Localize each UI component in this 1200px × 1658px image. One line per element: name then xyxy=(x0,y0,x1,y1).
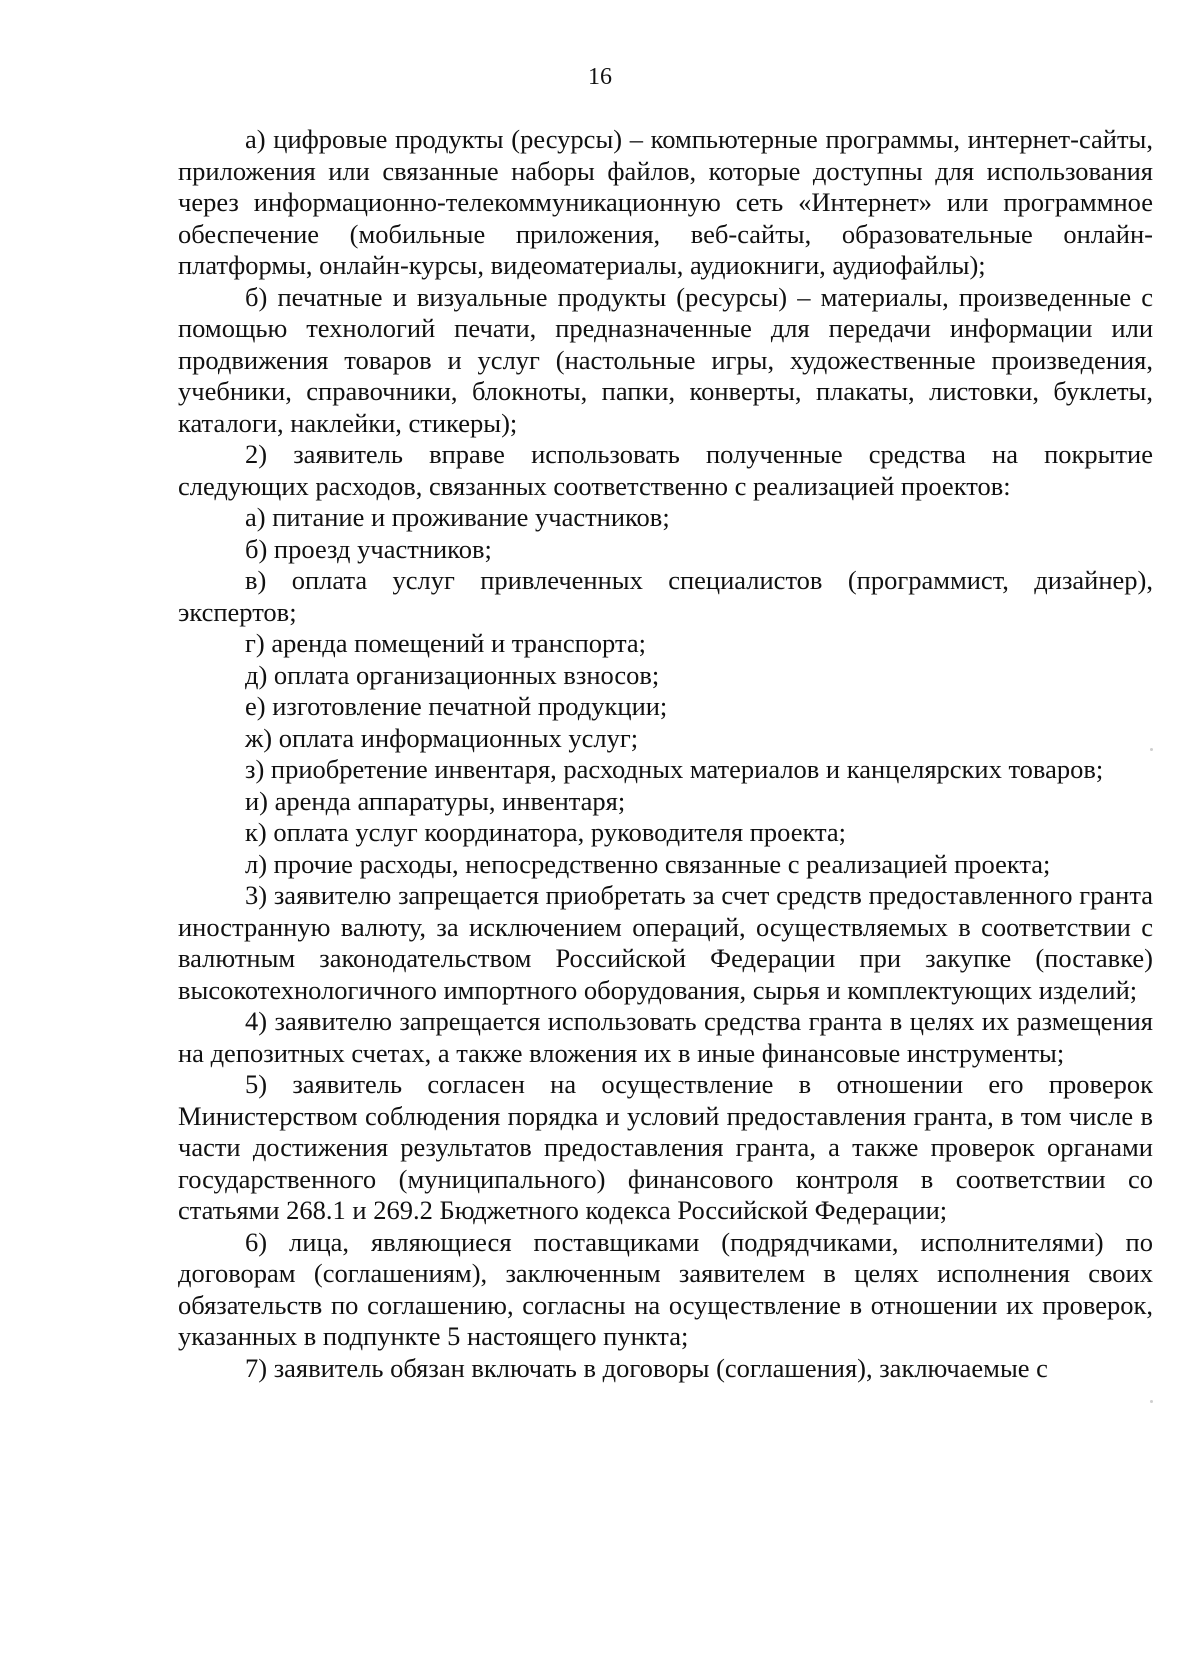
paragraph-suppliers-consent: 6) лица, являющиеся поставщиками (подрядчиками, исполнителями) по договорам (соглашениям), заключенным заявителем в целях исполнения своих обязательств по соглашению, согласны на осуществление в отношении их проверок, указанных в подпункте 5 настоящего пункта; xyxy=(178,1226,1153,1351)
list-item-food-accommodation: а) питание и проживание участников; xyxy=(245,502,670,532)
paragraph-currency-prohibition: 3) заявителю запрещается приобретать за счет средств предоставленного гранта иностранную валюту, за исключением операций, осуществляемых в соответствии с валютным законодательством Российской Федерации при закупке (поставке) высокотехнологичного импортного оборудования, сырья и комплектующих изделий; xyxy=(178,880,1153,1005)
list-item-premises-rent: г) аренда помещений и транспорта; xyxy=(245,628,646,658)
list-item-coordinator: к) оплата услуг координатора, руководителя проекта; xyxy=(245,817,847,847)
paragraph-allowed-expenses: 2) заявитель вправе использовать полученные средства на покрытие следующих расходов, связанных соответственно с реализацией проектов: xyxy=(178,439,1153,501)
list-item-org-fees: д) оплата организационных взносов; xyxy=(245,659,660,690)
list-item-travel: б) проезд участников; xyxy=(245,533,492,564)
list-item-printing: е) изготовление печатной продукции; xyxy=(245,691,668,721)
list-item-inventory-purchase: з) приобретение инвентаря, расходных материалов и канцелярских товаров; xyxy=(245,754,1104,784)
paragraph-deposit-prohibition: 4) заявителю запрещается использовать средства гранта в целях их размещения на депозитных счетах, а также вложения их в иные финансовые инструменты; xyxy=(178,1006,1153,1068)
paragraph-digital-products: а) цифровые продукты (ресурсы) – компьютерные программы, интернет-сайты, приложения или связанные наборы файлов, которые доступны для использования через информационно-телекоммуникационную сеть «Интернет» или программное обеспечение (мобильные приложения, веб-сайты, образовательные онлайн-платформы, онлайн-курсы, видеоматериалы, аудиокниги, аудиофайлы); xyxy=(178,124,1153,280)
document-body xyxy=(178,124,1153,1384)
page-number: 16 xyxy=(588,64,612,90)
paragraph-contracts-obligation: 7) заявитель обязан включать в договоры (соглашения), заключаемые с xyxy=(245,1352,1048,1383)
list-item-info-services: ж) оплата информационных услуг; xyxy=(245,722,639,753)
paragraph-printed-products: б) печатные и визуальные продукты (ресурсы) – материалы, произведенные с помощью технологий печати, предназначенные для передачи информации или продвижения товаров и услуг (настольные игры, художественные произведения, учебники, справочники, блокноты, папки, конверты, плакаты, листовки, буклеты, каталоги, наклейки, стикеры); xyxy=(178,281,1153,438)
scan-artifact xyxy=(1150,1400,1153,1403)
scan-artifact xyxy=(1150,748,1153,751)
list-item-other-expenses: л) прочие расходы, непосредственно связанные с реализацией проекта; xyxy=(245,848,1051,879)
list-item-equipment-rent: и) аренда аппаратуры, инвентаря; xyxy=(245,785,626,816)
list-item-specialists: в) оплата услуг привлеченных специалистов (программист, дизайнер), экспертов; xyxy=(178,565,1153,627)
paragraph-inspection-consent: 5) заявитель согласен на осуществление в отношении его проверок Министерством соблюдения порядка и условий предоставления гранта, в том числе в части достижения результатов предоставления гранта, а также проверок органами государственного (муниципального) финансового контроля в соответствии со статьями 268.1 и 269.2 Бюджетного кодекса Российской Федерации; xyxy=(178,1069,1153,1225)
